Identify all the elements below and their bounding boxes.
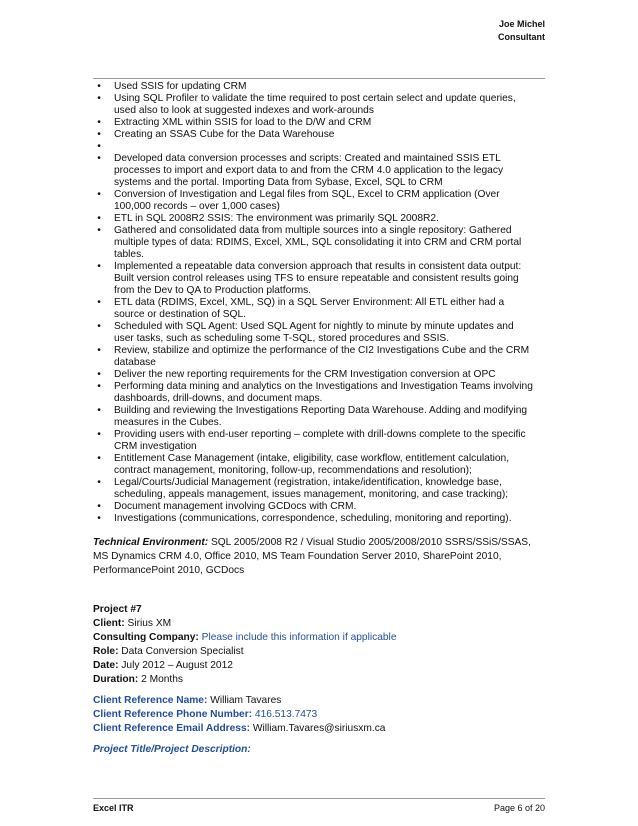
bullet-text-line: dashboards, drill-downs, and document maps.	[114, 393, 323, 404]
bullet-item	[93, 501, 545, 513]
ref-phone-value: 416.513.7473	[252, 709, 318, 720]
bullet-text-line: Providing users with end-user reporting – complete with drill-downs complete to the specific	[114, 429, 526, 440]
client-row	[93, 617, 545, 631]
page-header	[498, 18, 545, 44]
bullet-item	[93, 225, 545, 261]
bullet-icon: •	[97, 117, 101, 128]
bullet-icon: •	[97, 81, 101, 92]
bullet-text-line: Scheduled with SQL Agent: Used SQL Agent for nightly to minute by minute updates and	[114, 321, 514, 332]
bullet-text-line: processes to import and export data to and from the CRM 4.0 application to the legacy	[114, 165, 504, 176]
bullet-text-line: Investigations (communications, correspondence, scheduling, monitoring and reporting).	[114, 513, 512, 524]
ref-name-value: William Tavares	[207, 695, 282, 706]
tech-env-line: PerformancePoint 2010, GCDocs	[93, 565, 245, 576]
bullet-text-line: Gathered and consolidated data from multiple sources into a single repository: Gathered	[114, 225, 512, 236]
bullet-text-line: user tasks, such as scheduling some T-SQL, stored procedures and SSIS.	[114, 333, 450, 344]
bullet-icon: •	[97, 189, 101, 200]
bullet-item	[93, 477, 545, 501]
bullet-item	[93, 117, 545, 129]
client-value: Sirius XM	[124, 618, 172, 629]
tech-env-line: MS Dynamics CRM 4.0, Office 2010, MS Team Foundation Server 2010, SharePoint 2010,	[93, 551, 502, 562]
bullet-icon: •	[97, 477, 101, 488]
bullet-item	[93, 81, 545, 93]
bullet-text-line: database	[114, 357, 156, 368]
bullet-item	[93, 345, 545, 369]
bullet-icon: •	[97, 213, 101, 224]
header-rule	[93, 78, 545, 79]
bullet-text-line: Used SSIS for updating CRM	[114, 81, 247, 92]
bullet-item	[93, 141, 545, 153]
bullet-text-line: Document management involving GCDocs with CRM.	[114, 501, 357, 512]
tech-env-line: SQL 2005/2008 R2 / Visual Studio 2005/2008/2010 SSRS/SSiS/SSAS,	[208, 537, 531, 548]
ref-phone-row	[93, 708, 545, 722]
footer-rule	[93, 798, 545, 799]
bullet-text-line: contract management, monitoring, follow-up, recommendations and resolution);	[114, 465, 472, 476]
bullet-item	[93, 453, 545, 477]
bullet-text-line: Creating an SSAS Cube for the Data Warehouse	[114, 129, 335, 140]
consulting-value: Please include this information if applicable	[198, 632, 397, 643]
bullet-text-line: Conversion of Investigation and Legal files from SQL, Excel to CRM application (Over	[114, 189, 500, 200]
bullet-text-line: multiple types of data: RDIMS, Excel, XML, SQL consolidating it into CRM and CRM portal	[114, 237, 522, 248]
consulting-row	[93, 631, 545, 645]
bullet-text-line: ETL data (RDIMS, Excel, XML, SQ) in a SQL Server Environment: All ETL either had a	[114, 297, 505, 308]
bullet-text-line: Entitlement Case Management (intake, eligibility, case workflow, entitlement calculation,	[114, 453, 510, 464]
duration-row	[93, 673, 545, 687]
bullet-text-line: CRM investigation	[114, 441, 197, 452]
role-row	[93, 645, 545, 659]
bullet-icon: •	[97, 381, 101, 392]
bullet-text-line: used also to look at suggested indexes and work-arounds	[114, 105, 374, 116]
bullet-text-line: from the Dev to QA to Production platforms.	[114, 285, 312, 296]
consulting-label: Consulting Company:	[93, 632, 199, 643]
bullet-text-line: Building and reviewing the Investigations Reporting Data Warehouse. Adding and modifying	[114, 405, 528, 416]
ref-email-row	[93, 722, 545, 736]
ref-email-value: William.Tavares@siriusxm.ca	[250, 723, 386, 734]
bullet-text-line: Extracting XML within SSIS for load to the D/W and CRM	[114, 117, 372, 128]
bullet-icon: •	[97, 93, 101, 104]
date-row	[93, 659, 545, 673]
bullet-icon: •	[97, 261, 101, 272]
bullet-text-line: measures in the Cubes.	[114, 417, 222, 428]
bullet-icon: •	[97, 129, 101, 140]
bullet-icon: •	[97, 321, 101, 332]
page-content	[93, 81, 545, 757]
bullet-text-line: Performing data mining and analytics on the Investigations and Investigation Teams involving	[114, 381, 533, 392]
date-value: July 2012 – August 2012	[118, 660, 233, 671]
bullet-item	[93, 129, 545, 141]
page-number: Page 6 of 20	[493, 803, 545, 813]
bullet-item	[93, 261, 545, 297]
bullet-icon: •	[97, 297, 101, 308]
role-value: Data Conversion Specialist	[118, 646, 244, 657]
ref-name-row	[93, 694, 545, 708]
project-block	[93, 603, 545, 757]
project-heading: Project #7	[93, 604, 142, 615]
bullet-text-line: source or destination of SQL.	[114, 309, 246, 320]
bullet-item	[93, 381, 545, 405]
page-footer	[93, 803, 545, 813]
duration-value: 2 Months	[138, 674, 184, 685]
tech-env-label: Technical Environment:	[93, 537, 209, 548]
bullet-icon: •	[97, 141, 101, 152]
bullet-item	[93, 321, 545, 345]
bullet-text-line: Deliver the new reporting requirements for the CRM Investigation conversion at OPC	[114, 369, 496, 380]
bullet-text-line: scheduling, appeals management, issues management, monitoring, and case tracking);	[114, 489, 509, 500]
ref-phone-label: Client Reference Phone Number:	[93, 709, 253, 720]
responsibilities-list	[93, 81, 545, 525]
bullet-text-line: Implemented a repeatable data conversion approach that results in consistent data output:	[114, 261, 522, 272]
bullet-text-line: Built version control releases using TFS to ensure repeatable and consistent results going	[114, 273, 519, 284]
bullet-text-line: Developed data conversion processes and scripts: Created and maintained SSIS ETL	[114, 153, 501, 164]
bullet-text-line: Using SQL Profiler to validate the time required to post certain select and update queries,	[114, 93, 516, 104]
bullet-item	[93, 213, 545, 225]
bullet-icon: •	[97, 153, 101, 164]
role-label: Role:	[93, 646, 119, 657]
bullet-icon: •	[97, 369, 101, 380]
bullet-item	[93, 369, 545, 381]
bullet-item	[93, 153, 545, 189]
bullet-icon: •	[97, 345, 101, 356]
bullet-text-line: 100,000 records – over 1,000 cases)	[114, 201, 280, 212]
footer-doc-name: Excel ITR	[93, 803, 134, 813]
bullet-item	[93, 513, 545, 525]
bullet-text-line: Review, stabilize and optimize the performance of the CI2 Investigations Cube and the CRM	[114, 345, 530, 356]
project-title-description: Project Title/Project Description:	[93, 744, 251, 755]
ref-name-label: Client Reference Name:	[93, 695, 208, 706]
bullet-item	[93, 93, 545, 117]
bullet-text-line: Legal/Courts/Judicial Management (registration, intake/identification, knowledge base,	[114, 477, 502, 488]
bullet-icon: •	[97, 429, 101, 440]
header-name: Joe Michel	[498, 19, 545, 29]
bullet-text-line: ETL in SQL 2008R2 SSIS: The environment was primarily SQL 2008R2.	[114, 213, 439, 224]
date-label: Date:	[93, 660, 119, 671]
ref-email-label: Client Reference Email Address:	[93, 723, 251, 734]
bullet-icon: •	[97, 513, 101, 524]
bullet-icon: •	[97, 453, 101, 464]
header-title: Consultant	[498, 32, 545, 42]
bullet-item	[93, 189, 545, 213]
bullet-item	[93, 429, 545, 453]
bullet-text-line: tables.	[114, 249, 145, 260]
duration-label: Duration:	[93, 674, 139, 685]
bullet-item	[93, 297, 545, 321]
bullet-text-line: systems and the portal. Importing Data from Sybase, Excel, SQL to CRM	[114, 177, 443, 188]
bullet-icon: •	[97, 501, 101, 512]
bullet-item	[93, 405, 545, 429]
bullet-icon: •	[97, 225, 101, 236]
client-label: Client:	[93, 618, 125, 629]
technical-environment	[93, 536, 545, 578]
bullet-icon: •	[97, 405, 101, 416]
